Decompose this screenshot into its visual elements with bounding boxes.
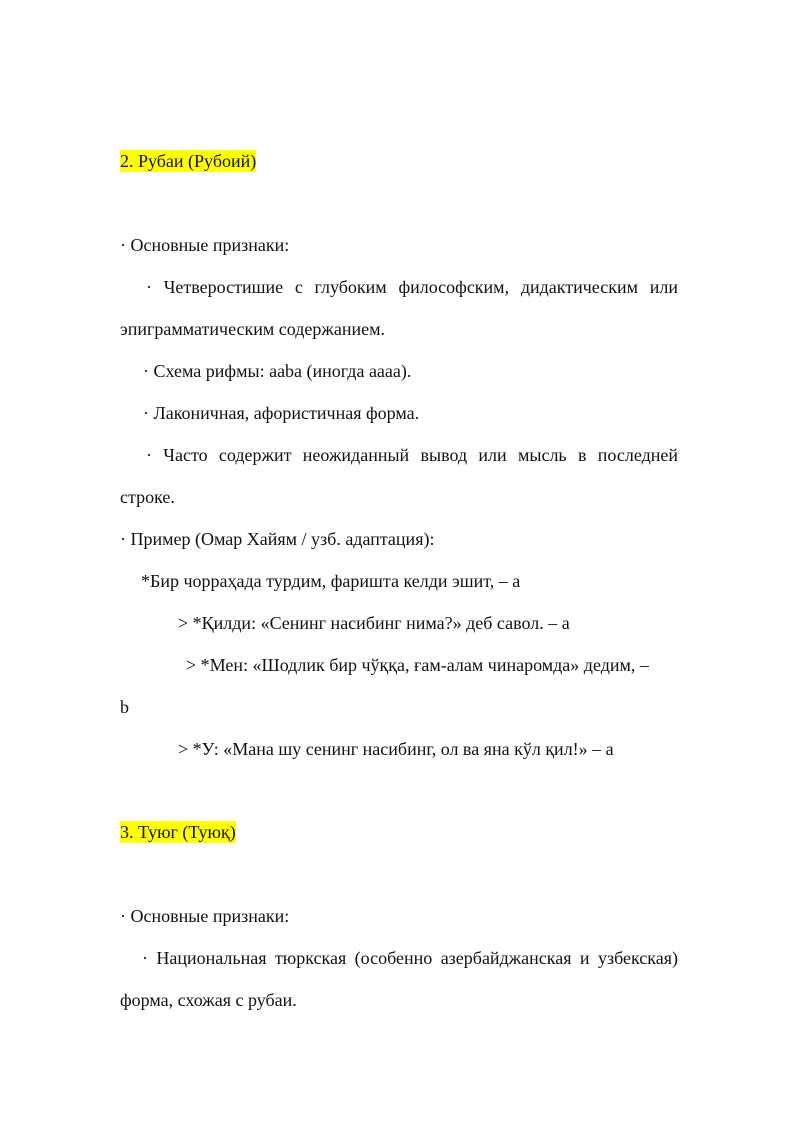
feature-line: · Четверостишие с глубоким философским, дидактическим или xyxy=(146,277,678,297)
section-heading-tuyug: 3. Туюг (Туюқ) xyxy=(120,822,236,842)
example-line: > *У: «Мана шу сенинг насибинг, ол ва яна кўл қил!» – a xyxy=(178,739,614,759)
example-line: > *Қилди: «Сенинг насибинг нима?» деб савол. – a xyxy=(178,613,570,633)
example-label: · Пример (Омар Хайям / узб. адаптация): xyxy=(120,529,435,549)
features-label: · Основные признаки: xyxy=(120,906,290,926)
feature-line: строке. xyxy=(120,487,175,507)
feature-line: · Национальная тюркская (особенно азербайджанская и узбекская) xyxy=(142,948,678,968)
feature-line: · Схема рифмы: aaba (иногда aaaa). xyxy=(143,361,412,381)
feature-line: · Часто содержит неожиданный вывод или мысль в последней xyxy=(146,445,678,465)
example-line: *Бир чорраҳада турдим, фаришта келди эшит, – a xyxy=(141,571,521,591)
section-heading-rubai: 2. Рубаи (Рубоий) xyxy=(120,151,257,171)
features-label: · Основные признаки: xyxy=(120,235,290,255)
feature-line: эпиграмматическим содержанием. xyxy=(120,319,385,339)
feature-line: · Лаконичная, афористичная форма. xyxy=(143,403,420,423)
example-line: b xyxy=(120,697,129,717)
feature-line: форма, схожая с рубаи. xyxy=(120,990,297,1010)
example-line: > *Мен: «Шодлик бир чўққа, ғам-алам чинаромда» дедим, – xyxy=(186,655,649,675)
